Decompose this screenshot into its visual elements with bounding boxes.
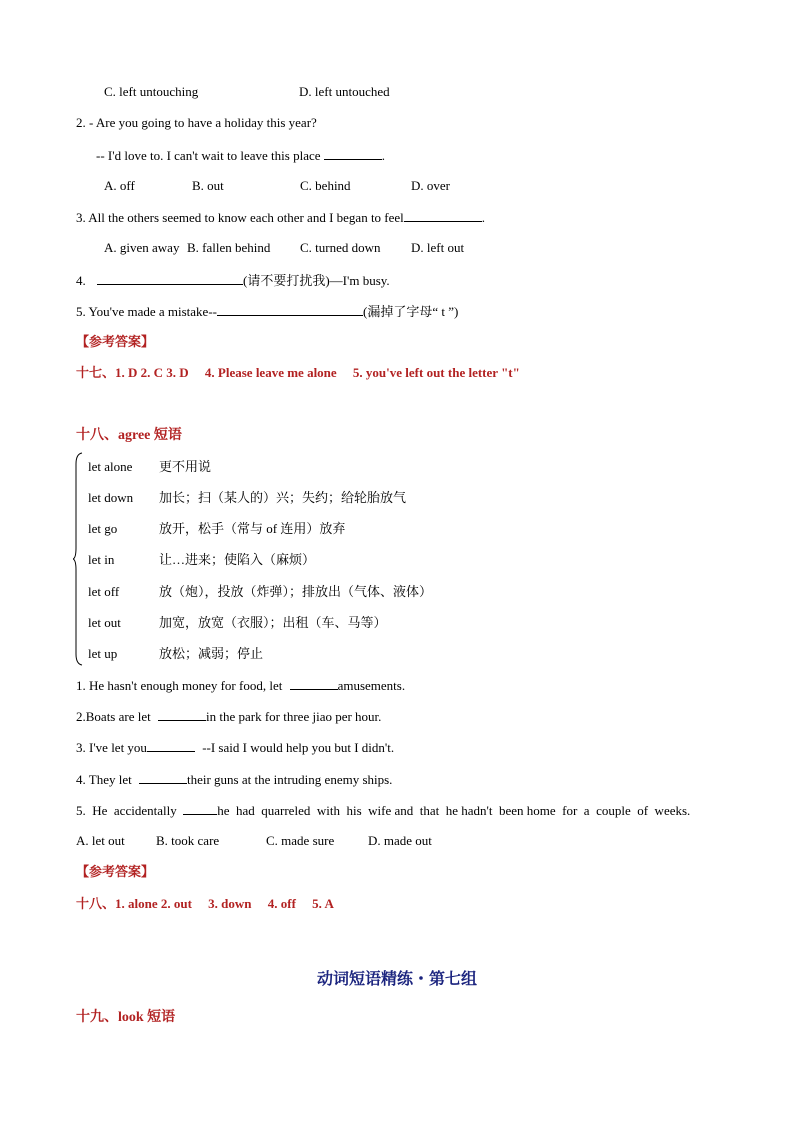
- option-a: A. let out: [76, 833, 125, 848]
- phrase-term: let go: [88, 521, 118, 536]
- answer-line: 十八、1. alone 2. out 3. down 4. off 5. A: [76, 896, 334, 911]
- option-c: C. turned down: [300, 240, 381, 255]
- reply-text: -- I'd love to. I can't wait to leave this place: [96, 148, 321, 163]
- answer-blank: [217, 303, 363, 316]
- exercise-4: [76, 771, 392, 788]
- exercise-1: [76, 677, 405, 694]
- answer-blank: [139, 771, 187, 784]
- question-4-hint: (请不要打扰我)—I'm busy.: [243, 273, 390, 288]
- phrase-term: let in: [88, 552, 115, 567]
- phrase-term: let alone: [88, 459, 133, 474]
- exercise-3: [76, 739, 394, 756]
- phrase-term: let off: [88, 584, 120, 599]
- option-c: C. behind: [300, 178, 351, 193]
- phrase-term: let down: [88, 490, 134, 505]
- option-b: B. took care: [156, 833, 220, 848]
- answer-blank: [324, 147, 382, 160]
- section-heading: 十八、agree 短语: [76, 428, 182, 443]
- phrase-meaning: 让…进来；使陷入（麻烦）: [159, 552, 316, 567]
- answer-label: 【参考答案】: [76, 864, 155, 879]
- phrase-meaning: 放开，松手（常与 of 连用）放弃: [159, 521, 346, 536]
- exercise-text: --I said I would help you but I didn't.: [202, 740, 395, 755]
- exercise-text: he had quarreled with his wife and that he hadn't been home for a couple of weeks.: [217, 803, 691, 818]
- phrase-term: let up: [88, 646, 118, 661]
- option-c: C. made sure: [266, 833, 335, 848]
- exercise-5: [76, 802, 690, 819]
- option-d: D. made out: [368, 833, 432, 848]
- question-4-number: 4.: [76, 273, 86, 288]
- exercise-text: 2.Boats are let: [76, 709, 151, 724]
- phrase-meaning: 放松；减弱；停止: [159, 646, 264, 661]
- answer-blank: [147, 739, 195, 752]
- phrase-term: let out: [88, 615, 121, 630]
- option-d: D. over: [411, 178, 450, 193]
- brace-bracket: [73, 452, 83, 666]
- answer-blank: [404, 209, 482, 222]
- section-heading: 十九、look 短语: [76, 1010, 176, 1025]
- option-b: B. fallen behind: [187, 240, 271, 255]
- phrase-meaning: 加长；扫（某人的）兴；失约；给轮胎放气: [159, 490, 407, 505]
- question-3-text: 3. All the others seemed to know each other and I began to feel: [76, 210, 404, 225]
- option-a: A. off: [104, 178, 135, 193]
- option-d: D. left out: [411, 240, 465, 255]
- answer-line: 十七、1. D 2. C 3. D 4. Please leave me alone 5. you've left out the letter "t": [76, 365, 520, 380]
- exercise-text: their guns at the intruding enemy ships.: [186, 772, 393, 787]
- question-2-reply: [96, 147, 385, 164]
- phrase-meaning: 更不用说: [159, 459, 212, 474]
- phrase-meaning: 放（炮），投放（炸弹）；排放出（气体、液体）: [159, 584, 433, 599]
- question-5: [76, 303, 458, 320]
- exercise-2: [76, 708, 381, 725]
- question-2-stem: 2. - Are you going to have a holiday this year?: [76, 115, 317, 130]
- phrase-meaning: 加宽，放宽（衣服）；出租（车、马等）: [159, 615, 387, 630]
- option-c: C. left untouching: [104, 84, 199, 99]
- answer-blank: [183, 802, 217, 815]
- option-b: B. out: [192, 178, 224, 193]
- page-title: 动词短语精练・第七组: [316, 971, 477, 988]
- exercise-text: 5. He accidentally: [76, 803, 177, 818]
- question-4: [76, 272, 390, 289]
- question-5-text: 5. You've made a mistake--: [76, 304, 217, 319]
- question-5-hint: (漏掉了字母“ t ”): [362, 304, 459, 319]
- option-d: D. left untouched: [299, 84, 390, 99]
- option-a: A. given away: [104, 240, 180, 255]
- answer-blank: [290, 677, 338, 690]
- answer-blank: [97, 272, 243, 285]
- exercise-text: 4. They let: [76, 772, 132, 787]
- question-3-end: .: [481, 210, 486, 225]
- answer-blank: [158, 708, 206, 721]
- exercise-text: 1. He hasn't enough money for food, let: [76, 678, 283, 693]
- question-3-stem: [76, 209, 485, 226]
- exercise-text: in the park for three jiao per hour.: [205, 709, 382, 724]
- reply-end: .: [381, 148, 386, 163]
- exercise-text: amusements.: [337, 678, 406, 693]
- answer-label: 【参考答案】: [76, 334, 155, 349]
- exercise-text: 3. I've let you: [76, 740, 147, 755]
